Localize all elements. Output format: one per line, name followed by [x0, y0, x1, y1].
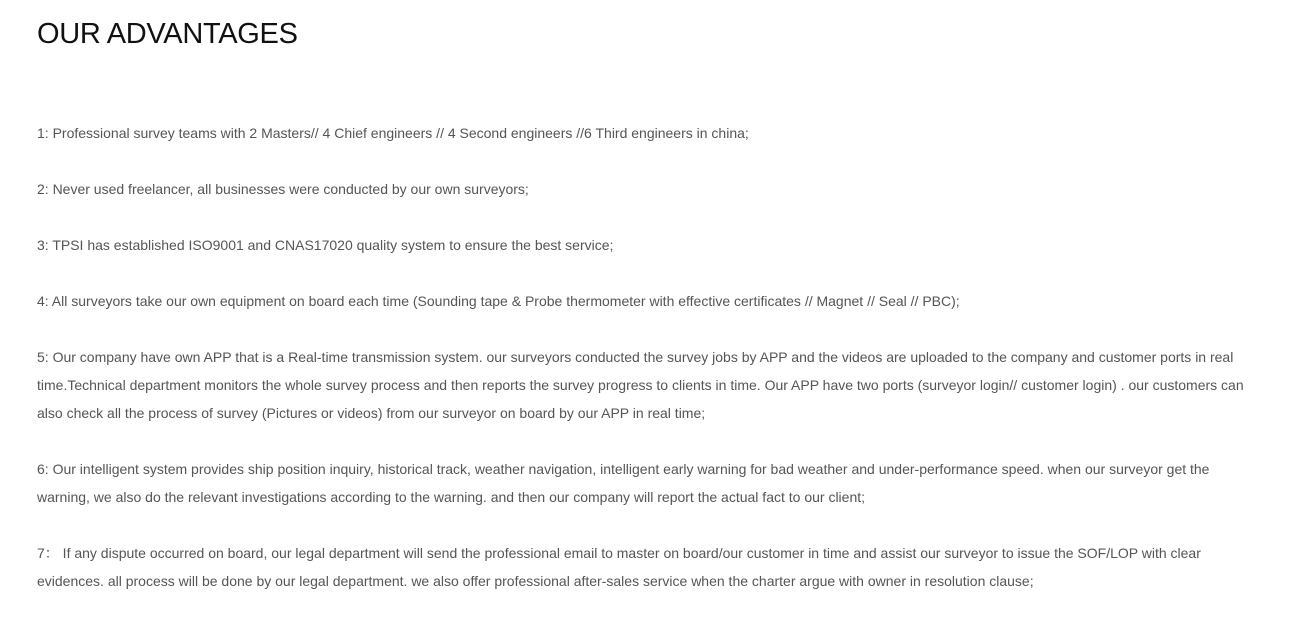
advantage-item-2: 2: Never used freelancer, all businesses were conducted by our own surveyors;: [37, 181, 529, 197]
advantage-item-5: 5: Our company have own APP that is a Real-time transmission system. our surveyors conducted the survey jobs by APP and the videos are uploaded to the company and customer ports in real time.Technical department monitors the whole survey process and then reports the survey progress to clients in time. Our APP have two ports (surveyor login// customer login) . our customers can also check all the process of survey (Pictures or videos) from our surveyor on board by our APP in real time;: [37, 349, 1244, 421]
page-title: OUR ADVANTAGES: [37, 18, 298, 50]
advantage-item-3: 3: TPSI has established ISO9001 and CNAS17020 quality system to ensure the best service;: [37, 237, 614, 253]
advantages-section: [37, 14, 1247, 623]
advantage-item-7: 7： If any dispute occurred on board, our legal department will send the professional email to master on board/our customer in time and assist our surveyor to issue the SOF/LOP with clear evidences. all process will be done by our legal department. we also offer professional after-sales service when the charter argue with owner in resolution clause;: [37, 545, 1201, 589]
advantage-item-6: 6: Our intelligent system provides ship position inquiry, historical track, weather navigation, intelligent early warning for bad weather and under-performance speed. when our surveyor get the warning, we also do the relevant investigations according to the warning. and then our company will report the actual fact to our client;: [37, 461, 1210, 505]
advantage-item-4: 4: All surveyors take our own equipment on board each time (Sounding tape & Probe thermometer with effective certificates // Magnet // Seal // PBC);: [37, 293, 960, 309]
advantages-list: [37, 119, 1247, 595]
advantage-item-1: 1: Professional survey teams with 2 Masters// 4 Chief engineers // 4 Second engineers //6 Third engineers in china;: [37, 125, 749, 141]
